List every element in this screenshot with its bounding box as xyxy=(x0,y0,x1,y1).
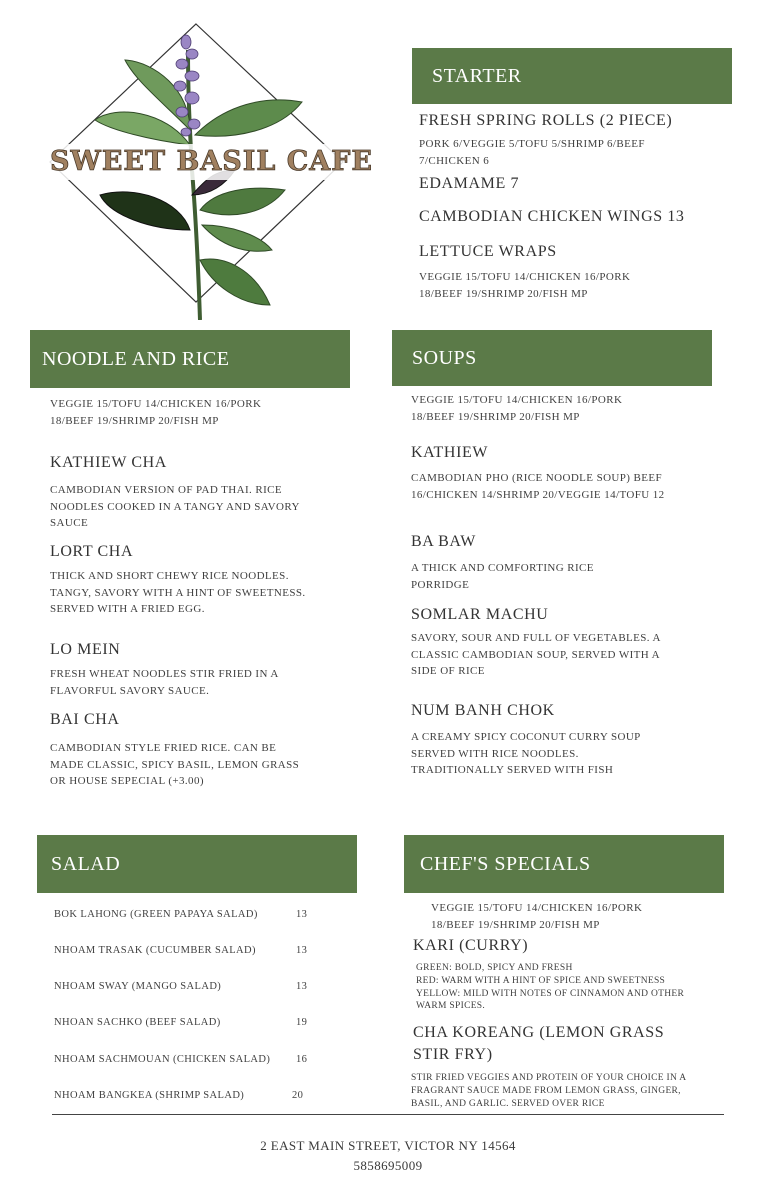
soups-item-title: KATHIEW xyxy=(411,444,489,461)
starter-item-desc: VEGGIE 15/TOFU 14/CHICKEN 16/PORK 18/BEEF 19/SHRIMP 20/FISH MP xyxy=(419,271,631,300)
salad-name: NHOAM SACHMOUAN (CHICKEN SALAD) xyxy=(54,1054,271,1065)
curry-options xyxy=(416,962,716,1013)
specials-prices: VEGGIE 15/TOFU 14/CHICKEN 16/PORK 18/BEEF 19/SHRIMP 20/FISH MP xyxy=(431,902,643,931)
soups-heading: SOUPS xyxy=(392,330,712,386)
starter-item-desc: PORK 6/VEGGIE 5/TOFU 5/SHRIMP 6/BEEF 7/CHICKEN 6 xyxy=(419,138,645,167)
salad-row xyxy=(54,1017,314,1028)
soups-item-desc: A CREAMY SPICY COCONUT CURRY SOUP SERVED WITH RICE NOODLES. TRADITIONALLY SERVED WITH FISH xyxy=(411,731,641,776)
noodle-item-title: BAI CHA xyxy=(50,711,120,728)
starter-item-title: CAMBODIAN CHICKEN WINGS 13 xyxy=(419,208,685,225)
soups-item-title: SOMLAR MACHU xyxy=(411,606,549,623)
noodle-heading: NOODLE AND RICE xyxy=(30,330,350,388)
logo-text: SWEET BASIL CAFE xyxy=(50,146,373,177)
noodle-item-title: LORT CHA xyxy=(50,543,134,560)
logo xyxy=(40,20,373,320)
starter-heading: STARTER xyxy=(412,48,732,104)
soups-item-desc: SAVORY, SOUR AND FULL OF VEGETABLES. A CLASSIC CAMBODIAN SOUP, SERVED WITH A SIDE OF RICE xyxy=(411,632,661,677)
noodle-item-title: LO MEIN xyxy=(50,641,121,658)
specials-item-title: CHA KOREANG (LEMON GRASS STIR FRY) xyxy=(413,1024,665,1063)
soups-item-title: BA BAW xyxy=(411,533,476,550)
specials-item-title: KARI (CURRY) xyxy=(413,937,529,954)
salad-row xyxy=(54,945,314,956)
noodle-item-desc: THICK AND SHORT CHEWY RICE NOODLES. TANGY, SAVORY WITH A HINT OF SWEETNESS. SERVED WITH A FRIED EGG. xyxy=(50,570,306,615)
starter-item-title: FRESH SPRING ROLLS (2 PIECE) xyxy=(419,112,673,129)
salad-price: 13 xyxy=(296,981,308,992)
specials-item-desc: STIR FRIED VEGGIES AND PROTEIN OF YOUR CHOICE IN A FRAGRANT SAUCE MADE FROM LEMON GRASS, GINGER, BASIL, AND GARLIC. SERVED OVER RICE xyxy=(411,1073,686,1109)
noodle-item-title: KATHIEW CHA xyxy=(50,454,167,471)
soups-prices: VEGGIE 15/TOFU 14/CHICKEN 16/PORK 18/BEEF 19/SHRIMP 20/FISH MP xyxy=(411,394,623,423)
specials-heading: CHEF'S SPECIALS xyxy=(404,835,724,893)
salad-row xyxy=(54,981,314,992)
salad-price: 20 xyxy=(292,1090,304,1101)
salad-row xyxy=(54,909,314,920)
starter-item-title: EDAMAME 7 xyxy=(419,175,520,192)
noodle-item-desc: CAMBODIAN VERSION OF PAD THAI. RICE NOODLES COOKED IN A TANGY AND SAVORY SAUCE xyxy=(50,484,300,529)
footer-phone: 5858695009 xyxy=(353,1158,423,1173)
soups-item-desc: CAMBODIAN PHO (RICE NOODLE SOUP) BEEF 16/CHICKEN 14/SHRIMP 20/VEGGIE 14/TOFU 12 xyxy=(411,472,665,501)
curry-option: GREEN: BOLD, SPICY AND FRESH xyxy=(416,963,573,973)
salad-name: BOK LAHONG (GREEN PAPAYA SALAD) xyxy=(54,909,258,920)
salad-row xyxy=(54,1090,314,1101)
noodle-prices: VEGGIE 15/TOFU 14/CHICKEN 16/PORK 18/BEEF 19/SHRIMP 20/FISH MP xyxy=(50,398,262,427)
salad-price: 16 xyxy=(296,1054,308,1065)
curry-option: RED: WARM WITH A HINT OF SPICE AND SWEETNESS xyxy=(416,975,666,986)
salad-name: NHOAM BANGKEA (SHRIMP SALAD) xyxy=(54,1090,245,1101)
noodle-item-desc: CAMBODIAN STYLE FRIED RICE. CAN BE MADE CLASSIC, SPICY BASIL, LEMON GRASS OR HOUSE SEPECIAL (+3.00) xyxy=(50,742,300,787)
salad-price: 13 xyxy=(296,945,308,956)
salad-name: NHOAM TRASAK (CUCUMBER SALAD) xyxy=(54,945,256,956)
salad-name: NHOAM SWAY (MANGO SALAD) xyxy=(54,981,222,992)
footer-divider xyxy=(52,1114,724,1115)
salad-name: NHOAN SACHKO (BEEF SALAD) xyxy=(54,1017,221,1028)
soups-item-desc: A THICK AND COMFORTING RICE PORRIDGE xyxy=(411,562,594,591)
salad-heading: SALAD xyxy=(37,835,357,893)
salad-row xyxy=(54,1054,314,1065)
soups-item-title: NUM BANH CHOK xyxy=(411,702,555,719)
footer-address: 2 EAST MAIN STREET, VICTOR NY 14564 xyxy=(260,1138,516,1153)
starter-item-title: LETTUCE WRAPS xyxy=(419,243,557,260)
salad-price: 19 xyxy=(296,1017,308,1028)
salad-price: 13 xyxy=(296,909,308,920)
curry-option: YELLOW: MILD WITH NOTES OF CINNAMON AND OTHER WARM SPICES. xyxy=(416,988,685,1012)
noodle-item-desc: FRESH WHEAT NOODLES STIR FRIED IN A FLAVORFUL SAVORY SAUCE. xyxy=(50,668,279,697)
